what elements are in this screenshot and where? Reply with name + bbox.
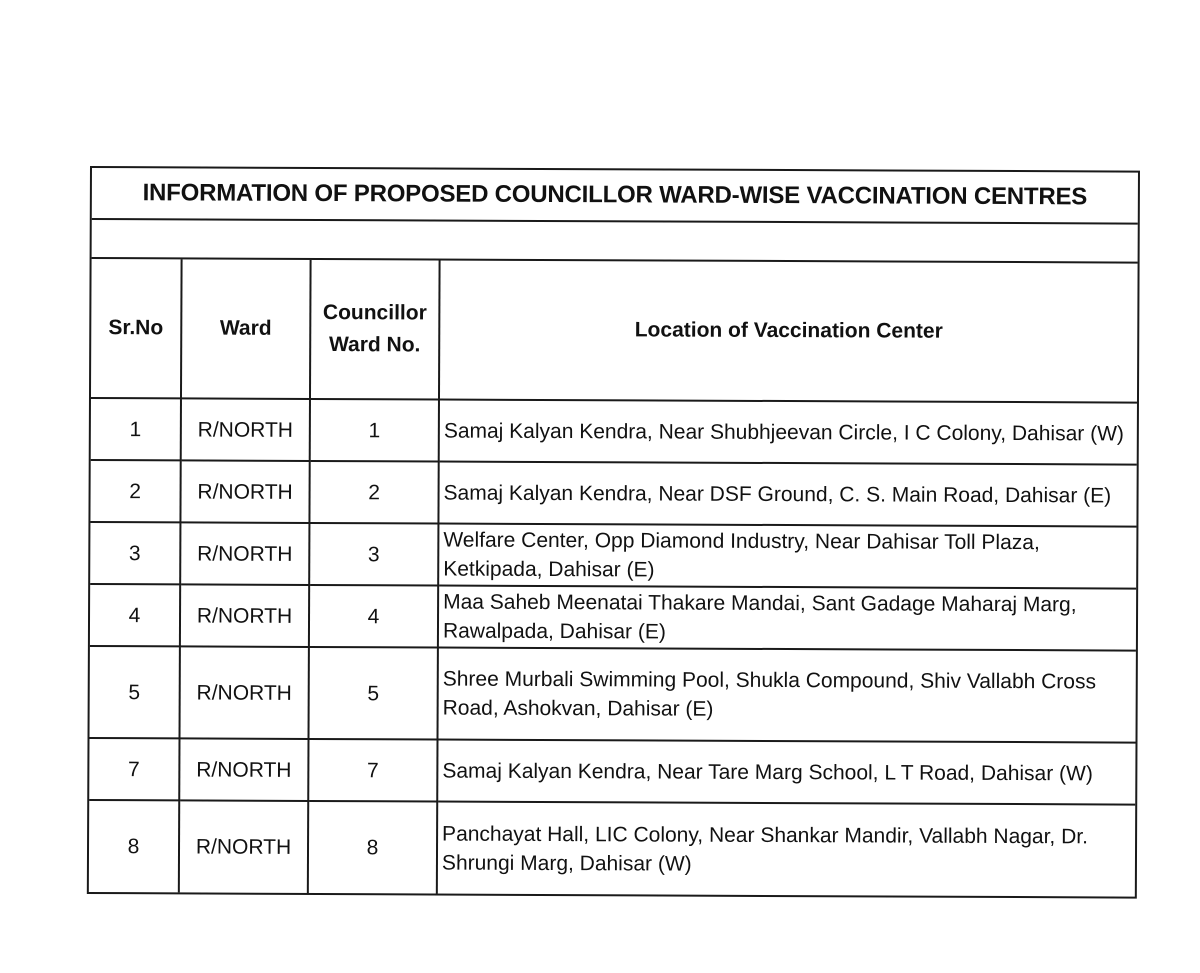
cell-ward: R/NORTH (179, 800, 308, 893)
vaccination-centres-sheet (87, 166, 1140, 899)
cell-sr-no: 1 (91, 398, 181, 460)
cell-ward: R/NORTH (179, 738, 308, 801)
cell-location (438, 524, 1136, 589)
table-row (90, 646, 1136, 743)
cell-sr-no: 7 (89, 738, 179, 800)
cell-ward: R/NORTH (181, 398, 310, 461)
blank-row (92, 220, 1138, 264)
header-location: Location of Vaccination Center (439, 261, 1138, 403)
cell-sr-no: 4 (90, 584, 180, 646)
table-row (89, 800, 1135, 897)
cell-location (437, 740, 1135, 805)
cell-councillor-ward-no: 3 (309, 523, 438, 586)
header-councillor-ward-no (310, 260, 440, 400)
cell-location-line1: Shree Murbali Swimming Pool, Shukla Compound, Shiv Vallabh Cross (442, 667, 1097, 694)
cell-location-line2: Shrungi Marg, Dahisar (W) (441, 851, 692, 876)
cell-sr-no: 2 (90, 460, 180, 522)
cell-location-line1: Panchayat Hall, LIC Colony, Near Shankar Mandir, Vallabh Nagar, Dr. (442, 822, 1089, 848)
header-sr-no: Sr.No (91, 259, 182, 398)
header-ward: Ward (181, 259, 311, 399)
cell-councillor-ward-no: 5 (309, 647, 438, 740)
cell-location-line1: Maa Saheb Meenatai Thakare Mandai, Sant Gadage Maharaj Marg, (443, 590, 1077, 617)
cell-location (438, 586, 1136, 651)
cell-location-line1: Samaj Kalyan Kendra, Near Tare Marg School, L T Road, Dahisar (W) (442, 759, 1093, 785)
cell-sr-no: 5 (90, 646, 180, 738)
cell-location (438, 462, 1136, 527)
table-row (90, 460, 1136, 527)
cell-location-line1: Samaj Kalyan Kendra, Near DSF Ground, C. S. Main Road, Dahisar (E) (443, 481, 1112, 507)
cell-councillor-ward-no: 2 (309, 461, 438, 524)
cell-councillor-ward-no: 7 (308, 739, 437, 802)
table-row (90, 584, 1136, 651)
table-row (90, 522, 1136, 589)
cell-location (438, 648, 1136, 743)
cell-location (439, 400, 1137, 465)
cell-sr-no: 8 (89, 800, 179, 892)
header-councillor-line1: Councillor (322, 301, 427, 325)
cell-location-line2: Rawalpada, Dahisar (E) (442, 619, 666, 644)
header-councillor-line2: Ward No. (328, 333, 421, 357)
cell-location-line1: Samaj Kalyan Kendra, Near Shubhjeevan Circle, I C Colony, Dahisar (W) (443, 419, 1124, 446)
cell-ward: R/NORTH (180, 584, 309, 647)
cell-sr-no: 3 (90, 522, 180, 584)
cell-location-line2: Ketkipada, Dahisar (E) (443, 557, 655, 582)
cell-ward: R/NORTH (180, 460, 309, 523)
cell-councillor-ward-no: 1 (310, 399, 439, 462)
cell-councillor-ward-no: 8 (308, 801, 437, 894)
table-row (89, 738, 1135, 805)
vaccination-centres-table (89, 259, 1138, 897)
cell-councillor-ward-no: 4 (309, 585, 438, 648)
cell-location (437, 802, 1135, 897)
cell-location-line1: Welfare Center, Opp Diamond Industry, Near Dahisar Toll Plaza, (443, 528, 1040, 555)
cell-ward: R/NORTH (180, 646, 309, 739)
table-header-row (91, 259, 1138, 403)
table-row (91, 398, 1137, 465)
document-title: INFORMATION OF PROPOSED COUNCILLOR WARD-WISE VACCINATION CENTRES (92, 168, 1138, 225)
cell-location-line2: Road, Ashokvan, Dahisar (E) (442, 696, 714, 721)
cell-ward: R/NORTH (180, 522, 309, 585)
